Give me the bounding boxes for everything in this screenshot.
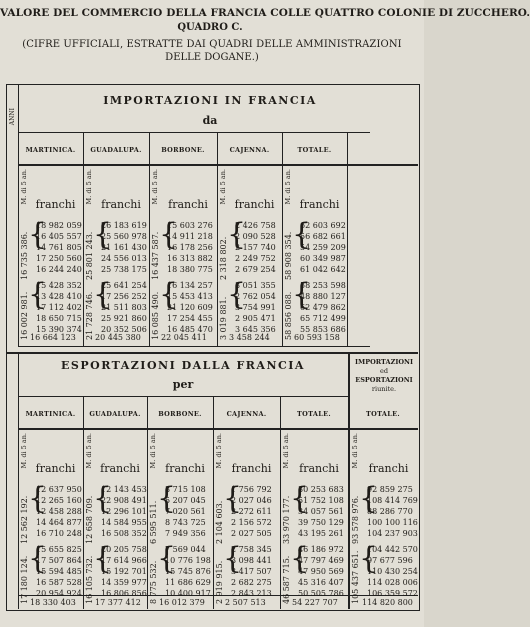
import-col-3-g1-row-0: 2 426 758 [235, 221, 276, 230]
export-col-4-g1-row-0: 30 253 683 [298, 485, 344, 494]
export-col-0-g2-row-4: 20 954 924 [36, 589, 82, 598]
side-title-line-1: IMPORTAZIONI [354, 358, 414, 366]
import-col-3-g2-row-0: 3 051 355 [235, 281, 276, 290]
import-col-2-g2-row-3: 17 254 455 [167, 314, 213, 323]
import-col-1-avg-label: M. di 5 an. [85, 169, 93, 205]
export-col-totale: TOTALE. [297, 410, 331, 418]
export-side-g2-row-4: 106 359 572 [367, 589, 418, 598]
export-side-g1-row-2: 88 286 770 [367, 507, 413, 516]
export-col-4-g1-row-2: 34 057 561 [298, 507, 344, 516]
export-col-2-g1-row-0: 3 715 108 [165, 485, 206, 494]
export-col-3-g2-row-3: 2 682 275 [231, 578, 272, 587]
import-col-0-g1-row-3: 17 250 560 [36, 254, 82, 263]
export-col-3-brace-2: { [223, 541, 243, 576]
subtitle-line-2: DELLE DOGANE.) [165, 52, 259, 63]
export-side-avg-2: 105 437 651. [351, 550, 360, 604]
import-col-totale: TOTALE. [297, 146, 332, 154]
import-col-1-unit: franchi [101, 198, 141, 211]
export-col-2-g1-row-2: 7 020 561 [165, 507, 206, 516]
export-col-0-g2-row-2: 15 594 485 [36, 567, 82, 576]
export-col-2-brace-1: { [157, 481, 177, 516]
export-side-avg-label: M. di 5 an. [351, 433, 359, 469]
import-col-0-g2-row-0: 15 428 352 [36, 281, 82, 290]
import-col-4-g2-row-2: 62 479 862 [300, 303, 346, 312]
import-col-2-unit: franchi [168, 198, 208, 211]
import-col-borbone: BORBONE. [161, 146, 205, 154]
export-side-g2-row-0: 104 442 570 [367, 545, 418, 554]
export-col-1-g2-row-4: 16 806 856 [101, 589, 147, 598]
import-col-2-brace-2: { [159, 277, 179, 312]
export-total-0: 18 330 403 [30, 598, 76, 607]
export-side-g2-row-1: 97 677 596 [367, 556, 413, 565]
export-col-0-g1-row-0: 12 637 950 [36, 485, 82, 494]
import-col-2-g1-row-1: 14 911 218 [167, 232, 213, 241]
import-col-0-avg-1: 16 735 386. [20, 231, 29, 280]
export-side-brace-1: { [359, 481, 379, 516]
side-title [350, 358, 418, 394]
export-col-3-g1-row-4: 2 027 505 [231, 529, 272, 538]
export-col-3-g1-row-0: 1 756 792 [231, 485, 272, 494]
import-col-cajenna: CAJENNA. [229, 146, 270, 154]
export-side-g1-row-0: 92 859 275 [367, 485, 413, 494]
export-col-0-avg-label: M. di 5 an. [20, 433, 28, 469]
import-col-0-g2-row-2: 17 112 402 [36, 303, 82, 312]
import-col-0-g1-row-2: 14 761 805 [36, 243, 82, 252]
export-col-4-unit: franchi [299, 462, 339, 475]
export-side-g2-row-2: 110 430 254 [367, 567, 418, 576]
import-col-3-avg-label: M. di 5 an. [219, 169, 227, 205]
export-per-label: per [172, 378, 194, 391]
import-da-label: da [202, 114, 218, 127]
import-col-4-avg-1: 58 908 354. [284, 231, 293, 280]
import-col-0-g2-row-3: 18 650 715 [36, 314, 82, 323]
import-col-0-g2-row-1: 13 428 410 [36, 292, 82, 301]
export-col-1-brace-1: { [93, 481, 113, 516]
export-col-martinica: MARTINICA. [25, 410, 76, 418]
export-col-2-avg-2: 8 775 532. [149, 560, 158, 604]
export-col-cajenna: CAJENNA. [226, 410, 267, 418]
import-col-3-brace-1: { [227, 217, 247, 252]
export-col-1-g1-row-4: 16 508 352 [101, 529, 147, 538]
import-col-3-avg-1: 2 318 802. [219, 236, 228, 280]
import-col-4-avg-2: 58 856 088. [284, 291, 293, 340]
import-col-3-g1-row-1: 2 090 528 [235, 232, 276, 241]
import-col-4-g1-row-0: 62 603 692 [300, 221, 346, 230]
export-side-brace-2: { [359, 541, 379, 576]
import-col-3-g1-row-4: 2 679 254 [235, 265, 276, 274]
export-total-3: 2 507 513 [225, 598, 266, 607]
export-col-4-avg-2: 46 587 715. [282, 555, 291, 604]
import-col-1-g1-row-4: 25 738 175 [101, 265, 147, 274]
export-col-3-avg-2: 2 919 915. [215, 560, 224, 604]
import-total-3: 3 458 244 [229, 333, 270, 342]
export-col-1-g2-row-0: 20 205 758 [101, 545, 147, 554]
import-col-1-brace-1: { [93, 217, 113, 252]
export-col-1-g1-row-2: 12 296 101 [101, 507, 147, 516]
import-col-3-brace-2: { [227, 277, 247, 312]
import-col-1-avg-1: 25 801 243. [85, 231, 94, 280]
subtitle-line-1: (CIFRE UFFICIALI, ESTRATTE DAI QUADRI DELLE AMMINISTRAZIONI [22, 39, 402, 50]
import-col-3-unit: franchi [234, 198, 275, 211]
export-col-4-g2-row-1: 47 797 469 [298, 556, 344, 565]
export-col-2-g2-row-1: 10 776 198 [165, 556, 211, 565]
import-total-4: 60 593 158 [294, 333, 340, 342]
import-col-1-g2-row-2: 21 511 803 [101, 303, 147, 312]
import-col-1-g2-row-0: 25 641 254 [101, 281, 147, 290]
import-col-3-g2-row-4: 3 645 356 [235, 325, 276, 334]
import-col-0-unit: franchi [35, 198, 76, 211]
export-side-total: 114 820 800 [362, 598, 413, 607]
export-total-1: 17 377 412 [95, 598, 141, 607]
import-col-2-g2-row-0: 16 134 257 [167, 281, 213, 290]
import-col-2-brace-1: { [159, 217, 179, 252]
export-col-2-unit: franchi [165, 462, 205, 475]
export-col-3-brace-1: { [223, 481, 243, 516]
export-col-3-avg-1: 2 104 603. [215, 500, 224, 544]
export-col-3-g1-row-3: 2 156 572 [231, 518, 272, 527]
import-col-1-g1-row-3: 24 556 013 [101, 254, 147, 263]
import-col-4-g1-row-4: 61 042 642 [300, 265, 346, 274]
export-col-4-g1-row-3: 39 750 129 [298, 518, 344, 527]
export-total-2: 16 012 379 [159, 598, 205, 607]
import-total-0: 16 664 123 [30, 333, 76, 342]
export-side-g1-row-4: 104 237 903 [367, 529, 418, 538]
export-side-g2-row-3: 114 028 006 [367, 578, 418, 587]
export-col-4-brace-1: { [290, 481, 310, 516]
import-col-guadalupa: GUADALUPA. [90, 146, 142, 154]
import-col-1-g1-row-0: 26 183 619 [101, 221, 147, 230]
export-col-4-g2-row-4: 50 505 786 [298, 589, 344, 598]
export-col-3-g1-row-1: 2 027 046 [231, 496, 272, 505]
quadro-label: QUADRO C. [177, 22, 243, 33]
export-col-0-brace-1: { [28, 481, 48, 516]
import-col-1-g1-row-2: 21 161 430 [101, 243, 147, 252]
import-col-0-g1-row-0: 18 982 059 [36, 221, 82, 230]
import-col-2-avg-1: 16 437 587. [151, 231, 160, 280]
export-col-4-g1-row-4: 43 195 261 [298, 529, 344, 538]
import-col-2-g2-row-1: 15 453 413 [167, 292, 213, 301]
export-col-3-g1-row-2: 2 272 611 [231, 507, 272, 516]
import-col-1-brace-2: { [93, 277, 113, 312]
export-col-guadalupa: GUADALUPA. [89, 410, 141, 418]
import-col-4-g1-row-1: 56 682 661 [300, 232, 346, 241]
export-col-0-g2-row-3: 16 587 528 [36, 578, 82, 587]
export-col-3-g2-row-1: 3 098 441 [231, 556, 272, 565]
import-col-4-g1-row-3: 60 349 987 [300, 254, 346, 263]
export-col-1-brace-2: { [93, 541, 113, 576]
export-col-2-g1-row-1: 5 207 045 [165, 496, 206, 505]
export-col-0-g1-row-3: 14 464 877 [36, 518, 82, 527]
import-col-1-g2-row-1: 17 256 252 [101, 292, 147, 301]
import-total-2: 22 045 411 [161, 333, 207, 342]
export-col-3-unit: franchi [231, 462, 272, 475]
import-col-2-g2-row-2: 21 120 609 [167, 303, 213, 312]
import-col-4-g2-row-3: 65 712 499 [300, 314, 346, 323]
import-col-4-unit: franchi [299, 198, 340, 211]
export-col-2-brace-2: { [157, 541, 177, 576]
export-section-title: ESPORTAZIONI DALLA FRANCIA [61, 359, 305, 372]
export-col-0-g1-row-4: 16 710 248 [36, 529, 82, 538]
import-col-0-g1-row-4: 16 244 240 [36, 265, 82, 274]
export-col-1-avg-1: 12 658 709. [85, 495, 94, 544]
import-col-martinica: MARTINICA. [25, 146, 76, 154]
export-col-0-g2-row-1: 17 507 864 [36, 556, 82, 565]
document-title: VALORE DEL COMMERCIO DELLA FRANCIA COLLE QUATTRO COLONIE DI ZUCCHERO. [0, 7, 530, 19]
import-col-4-g1-row-2: 54 259 209 [300, 243, 346, 252]
import-col-3-g2-row-1: 2 762 054 [235, 292, 276, 301]
side-title-line-4: riunite. [371, 385, 397, 393]
export-col-1-g2-row-2: 15 192 701 [101, 567, 147, 576]
import-col-3-g1-row-3: 2 249 752 [235, 254, 276, 263]
export-col-4-g2-row-3: 45 316 407 [298, 578, 344, 587]
export-col-1-g1-row-3: 14 584 955 [101, 518, 147, 527]
import-section-title: IMPORTAZIONI IN FRANCIA [103, 94, 317, 107]
export-col-1-avg-2: 16 105 732. [85, 555, 94, 604]
export-side-g1-row-3: 100 100 116 [367, 518, 418, 527]
export-col-2-g1-row-4: 7 949 356 [165, 529, 206, 538]
export-col-2-g2-row-0: 7 569 044 [165, 545, 206, 554]
import-col-1-avg-2: 21 728 746. [85, 291, 94, 340]
import-col-3-g1-row-2: 2 157 740 [235, 243, 276, 252]
export-col-2-avg-label: M. di 5 an. [149, 433, 157, 469]
export-col-0-avg-1: 12 562 192. [20, 495, 29, 544]
export-col-4-g2-row-0: 46 186 972 [298, 545, 344, 554]
export-col-0-g2-row-0: 15 655 825 [36, 545, 82, 554]
export-col-4-avg-1: 33 970 177. [282, 495, 291, 544]
anni-label: ANNI [9, 108, 16, 126]
export-col-1-g2-row-1: 17 614 966 [101, 556, 147, 565]
export-col-4-g2-row-2: 47 950 569 [298, 567, 344, 576]
export-col-4-avg-label: M. di 5 an. [282, 433, 290, 469]
side-title-line-2: ed [379, 367, 388, 375]
export-col-0-brace-2: { [28, 541, 48, 576]
export-col-3-g2-row-2: 3 417 507 [231, 567, 272, 576]
import-col-0-g2-row-4: 15 390 374 [36, 325, 82, 334]
import-col-4-avg-label: M. di 5 an. [284, 169, 292, 205]
import-col-2-g1-row-0: 15 603 276 [167, 221, 213, 230]
import-col-0-g1-row-1: 16 405 557 [36, 232, 82, 241]
import-col-1-g2-row-4: 20 352 506 [101, 325, 147, 334]
export-col-1-unit: franchi [100, 462, 140, 475]
import-col-4-g2-row-1: 48 880 127 [300, 292, 346, 301]
import-col-2-g1-row-3: 16 313 882 [167, 254, 213, 263]
import-col-0-avg-label: M. di 5 an. [20, 169, 28, 205]
export-col-2-g1-row-3: 8 743 725 [165, 518, 206, 527]
export-col-2-avg-1: 6 595 511. [149, 500, 158, 544]
export-col-0-g1-row-1: 12 265 160 [36, 496, 82, 505]
import-col-2-g1-row-2: 16 178 256 [167, 243, 213, 252]
export-col-1-g1-row-1: 22 908 491 [101, 496, 147, 505]
export-col-4-g1-row-1: 51 752 108 [298, 496, 344, 505]
import-col-4-brace-1: { [292, 217, 312, 252]
import-col-4-brace-2: { [292, 277, 312, 312]
import-col-3-g2-row-2: 3 754 991 [235, 303, 276, 312]
export-col-4-brace-2: { [290, 541, 310, 576]
import-col-2-g2-row-4: 16 485 470 [167, 325, 213, 334]
export-col-0-unit: franchi [35, 462, 76, 475]
export-col-3-g2-row-4: 2 843 213 [231, 589, 272, 598]
import-col-3-g2-row-3: 2 905 471 [235, 314, 276, 323]
import-col-0-avg-2: 16 002 981. [20, 291, 29, 340]
export-col-borbone: BORBONE. [158, 410, 202, 418]
export-col-1-g1-row-0: 12 143 453 [101, 485, 147, 494]
import-col-4-g2-row-0: 58 253 598 [300, 281, 346, 290]
import-col-0-brace-1: { [28, 217, 48, 252]
export-col-2-g2-row-4: 10 400 917 [165, 589, 211, 598]
import-total-1: 20 445 380 [95, 333, 141, 342]
export-col-1-avg-label: M. di 5 an. [85, 433, 93, 469]
import-col-1-g2-row-3: 25 921 860 [101, 314, 147, 323]
export-col-0-g1-row-2: 12 458 288 [36, 507, 82, 516]
export-col-3-avg-label: M. di 5 an. [215, 433, 223, 469]
export-col-3-g2-row-0: 2 758 345 [231, 545, 272, 554]
import-col-0-brace-2: { [28, 277, 48, 312]
import-col-2-avg-label: M. di 5 an. [151, 169, 159, 205]
export-side-avg-1: 93 578 976. [351, 495, 360, 544]
import-col-2-g1-row-4: 18 380 775 [167, 265, 213, 274]
export-side-g1-row-1: 108 414 769 [367, 496, 418, 505]
side-title-line-3: ESPORTAZIONI [355, 376, 413, 384]
export-side-unit: franchi [368, 462, 409, 475]
import-col-4-g2-row-4: 55 853 686 [300, 325, 346, 334]
import-col-1-g1-row-1: 25 560 978 [101, 232, 147, 241]
side-col-totale: TOTALE. [366, 410, 400, 418]
export-total-4: 54 227 707 [292, 598, 338, 607]
import-col-3-avg-2: 3 019 881. [219, 296, 228, 340]
export-col-2-g2-row-2: 15 745 876 [165, 567, 211, 576]
export-col-1-g2-row-3: 14 359 977 [101, 578, 147, 587]
export-col-0-avg-2: 17 180 124. [20, 555, 29, 604]
export-col-2-g2-row-3: 11 686 629 [165, 578, 211, 587]
import-col-2-avg-2: 16 085 490. [151, 291, 160, 340]
